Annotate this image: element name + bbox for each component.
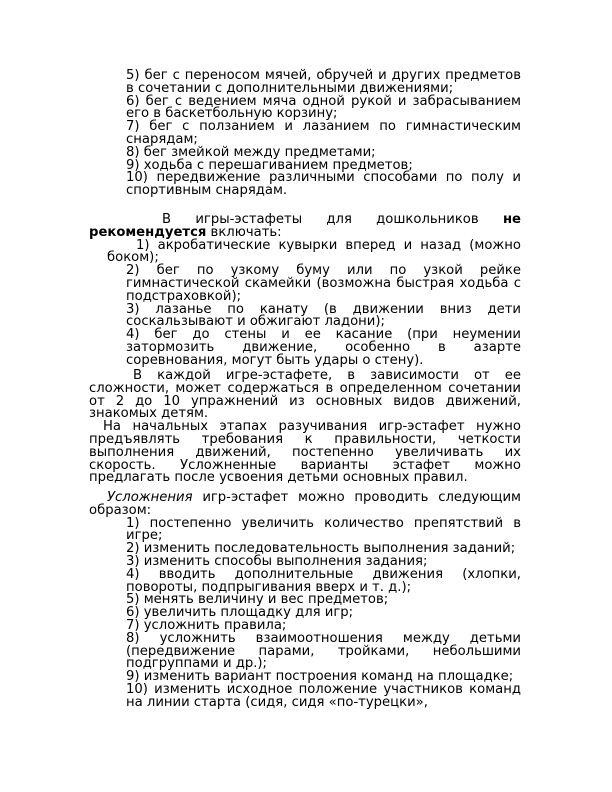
list-item: 6) бег с ведением мяча одной рукой и забрасыванием его в баскетбольную корзину;: [126, 93, 521, 122]
intro-emphasis: не рекомендуется: [89, 212, 521, 240]
list-item: 8) бег змейкой между предметами;: [126, 144, 376, 160]
list-item: 7) усложнить правила;: [126, 617, 287, 633]
list-item: 7) бег с ползанием и лазанием по гимнастическим снарядам;: [126, 119, 521, 147]
movement-list: [0, 70, 612, 198]
not-recommended-intro: [89, 214, 521, 240]
list-item: 5) бег с переносом мячей, обручей и других предметов в сочетании с дополнительными движениями;: [126, 68, 521, 96]
exercise-count-paragraph-block: [0, 370, 612, 485]
list-item: 1) акробатические кувырки вперед и назад (можно боком);: [107, 237, 521, 266]
list-item: 1) постепенно увеличить количество препятствий в игре;: [126, 515, 521, 544]
complications-term: Усложнения: [107, 490, 193, 505]
list-item: 6) увеличить площадку для игр;: [126, 605, 354, 621]
list-item: 5) менять величину и вес предметов;: [126, 592, 389, 608]
list-item: 2) изменить последовательность выполнения заданий;: [126, 541, 516, 557]
not-recommended-section: [0, 214, 612, 368]
complications-intro: [89, 492, 521, 518]
body-paragraph: На начальных этапах разучивания игр-эстафет нужно предъявлять требования к правильности, четкости выполнения движений, постепенно увеличивать их скорость. Усложненные варианты эстафет можно предлагать после усвоения детьми основных правил.: [89, 419, 521, 486]
list-item: 4) бег до стены и ее касание (при неумении затормозить движение, особенно в азарте соревнования, могут быть удары о стену).: [126, 327, 521, 368]
list-item: 9) изменить вариант построения команд на площадке;: [126, 669, 514, 685]
list-item: 9) ходьба с перешагиванием предметов;: [126, 157, 413, 173]
body-paragraph: В каждой игре-эстафете, в зависимости от ее сложности, может содержаться в определенном сочетании от 2 до 10 упражнений из основных видов движений, знакомых детям.: [89, 368, 521, 422]
list-item: 8) усложнить взаимоотношения между детьми (передвижение парами, тройками, небольшими подгруппами и др.);: [126, 630, 521, 672]
list-item: 10) передвижение различными способами по полу и спортивным снарядам.: [126, 170, 521, 199]
list-item: 3) изменить способы выполнения задания;: [126, 553, 428, 569]
list-item: 10) изменить исходное положение участников команд на линии старта (сидя, сидя «по-турецки»,: [126, 681, 521, 710]
list-item: 3) лазанье по канату (в движении вниз дети соскальзывают и обжигают ладони);: [126, 301, 521, 330]
complications-text: игр-эстафет можно проводить следующим образом:: [89, 490, 521, 518]
list-item: 2) бег по узкому буму или по узкой рейке гимнастической скамейки (возможна быстрая ходьба с подстраховкой);: [126, 263, 521, 304]
intro-tail: включать:: [206, 224, 282, 240]
list-item: 4) вводить дополнительные движения (хлопки, повороты, подпрыгивания вверх и т. д.);: [126, 566, 521, 595]
intro-text: В игры-эстафеты для дошкольников: [162, 212, 503, 227]
complications-section: [0, 492, 612, 710]
